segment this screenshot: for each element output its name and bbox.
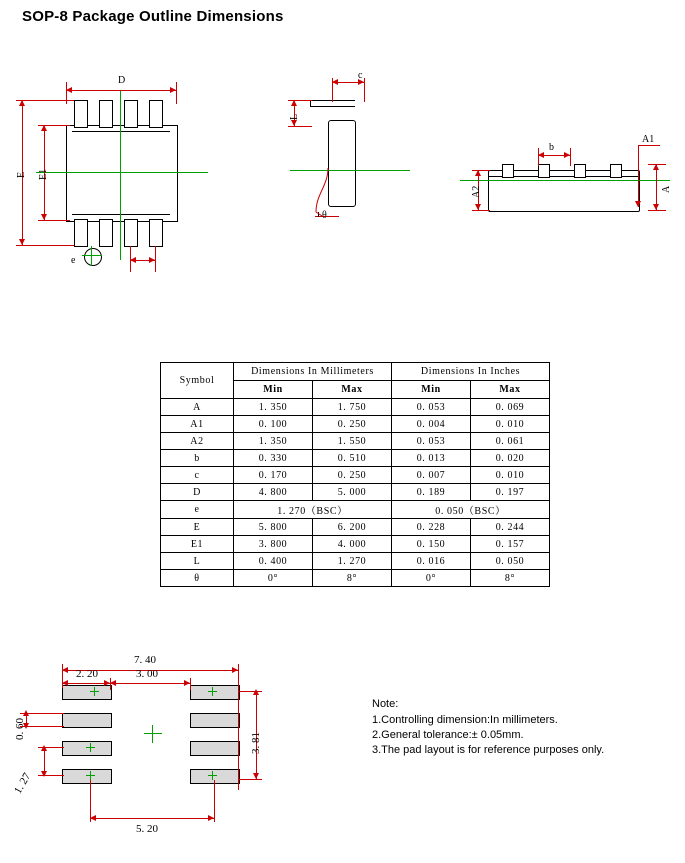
table-row	[161, 501, 550, 519]
dim-E1-label: E1	[38, 168, 49, 180]
table-cell-in-max: 0. 061	[471, 433, 550, 450]
pad-cross-l1-v	[94, 687, 95, 696]
note-item-3: 3.The pad layout is for reference purposes only.	[372, 744, 605, 756]
land-pad-right-1	[190, 685, 240, 700]
lead-top-4	[149, 100, 163, 128]
dim-520-ext-right	[214, 780, 215, 822]
table-header-mm-min: Min	[234, 381, 313, 399]
dim-c-ext-left	[332, 78, 333, 102]
dim-L-ext-top	[288, 100, 312, 101]
table-cell-in-max: 0. 010	[471, 416, 550, 433]
body-inner-line-bottom	[72, 214, 170, 215]
dim-A2-ext-bottom	[472, 210, 490, 211]
lead-bottom-3	[124, 219, 138, 247]
dim-381-arrow-up	[253, 689, 259, 695]
page-title: SOP-8 Package Outline Dimensions	[22, 8, 284, 25]
table-row	[161, 519, 550, 536]
table-cell-mm-max: 5. 000	[313, 484, 392, 501]
dimension-table	[160, 362, 550, 587]
table-cell-mm-max: 8°	[313, 570, 392, 587]
dim-127-label: 1. 27	[12, 770, 34, 796]
table-cell-in-min: 0. 189	[392, 484, 471, 501]
dim-520-ext-left	[90, 780, 91, 822]
dim-220-line	[62, 683, 110, 684]
table-cell-in-max: 0. 157	[471, 536, 550, 553]
side-view	[280, 60, 420, 260]
table-cell-in-max: 0. 069	[471, 399, 550, 416]
front-lead-3	[574, 164, 586, 178]
dim-L-ext-bottom	[288, 126, 312, 127]
dim-300-label: 3. 00	[136, 668, 158, 680]
table-cell-mm-max: 4. 000	[313, 536, 392, 553]
table-cell-symbol: A	[161, 399, 234, 416]
table-cell-mm-max: 1. 750	[313, 399, 392, 416]
table-header-in: Dimensions In Inches	[392, 363, 550, 381]
table-cell-mm-span: 1. 270（BSC）	[234, 501, 392, 519]
dim-060-ext-bottom	[20, 726, 64, 727]
pad-cross-r4-v	[212, 771, 213, 780]
dim-740-label: 7. 40	[134, 654, 156, 666]
table-cell-mm-max: 0. 510	[313, 450, 392, 467]
table-cell-mm-min: 4. 800	[234, 484, 313, 501]
lead-bottom-4	[149, 219, 163, 247]
body-inner-line-top	[72, 131, 170, 132]
dim-A1-arrow-down	[635, 201, 641, 207]
dim-A-ext-top	[648, 164, 666, 165]
table-cell-symbol: D	[161, 484, 234, 501]
table-header-symbol: Symbol	[161, 363, 234, 399]
dim-E-ext-top	[16, 100, 74, 101]
land-pad-left-4	[62, 769, 112, 784]
table-cell-mm-min: 0. 170	[234, 467, 313, 484]
dim-D-label: D	[118, 75, 126, 86]
footprint-center-cross-v	[152, 725, 153, 743]
dim-A1-leader	[638, 145, 660, 146]
dim-D-line	[66, 90, 176, 91]
notes-heading: Note:	[372, 698, 399, 710]
dim-300-line	[110, 683, 190, 684]
table-cell-in-max: 0. 050	[471, 553, 550, 570]
table-cell-mm-max: 1. 550	[313, 433, 392, 450]
table-cell-mm-max: 1. 270	[313, 553, 392, 570]
front-view	[460, 60, 680, 260]
dim-e-ext-left	[130, 246, 131, 272]
table-row	[161, 570, 550, 587]
table-cell-symbol: E	[161, 519, 234, 536]
dim-E1-ext-top	[38, 125, 70, 126]
table-header-in-max: Max	[471, 381, 550, 399]
table-row	[161, 536, 550, 553]
lead-bottom-1	[74, 219, 88, 247]
dim-381-ext-bottom	[238, 779, 262, 780]
table-cell-symbol: c	[161, 467, 234, 484]
dim-300-ext-right	[190, 678, 191, 690]
lead-top-1	[74, 100, 88, 128]
note-item-1: 1.Controlling dimension:In millimeters.	[372, 714, 558, 726]
dim-E1-ext-bottom	[38, 220, 70, 221]
front-lead-1	[502, 164, 514, 178]
lead-top-3	[124, 100, 138, 128]
land-pad-right-4	[190, 769, 240, 784]
land-pad-right-2	[190, 713, 240, 728]
dim-b-ext-right	[570, 148, 571, 166]
table-cell-mm-min: 5. 800	[234, 519, 313, 536]
table-header-mm-max: Max	[313, 381, 392, 399]
table-group-header-row	[161, 363, 550, 381]
dim-127-ext-top	[38, 747, 64, 748]
dim-E-ext-bottom	[16, 245, 74, 246]
side-gullwing-curve	[308, 168, 358, 223]
table-row	[161, 484, 550, 501]
dim-e-label: e	[71, 255, 76, 266]
dim-theta-label: θ	[322, 210, 327, 221]
table-row	[161, 467, 550, 484]
dim-127-ext-bottom	[38, 775, 64, 776]
table-cell-symbol: b	[161, 450, 234, 467]
table-cell-mm-min: 0. 400	[234, 553, 313, 570]
table-header-in-min: Min	[392, 381, 471, 399]
dim-A2-ext-top	[472, 170, 490, 171]
footprint-center-cross-h	[144, 733, 162, 734]
dim-300-ext-left	[110, 678, 111, 690]
table-row	[161, 553, 550, 570]
dim-127-arrow-up	[41, 745, 47, 751]
table-cell-mm-min: 1. 350	[234, 433, 313, 450]
table-row	[161, 433, 550, 450]
dim-D-ext-right	[176, 82, 177, 104]
dim-b-ext-left	[538, 148, 539, 166]
table-cell-mm-min: 0. 100	[234, 416, 313, 433]
table-cell-in-min: 0. 053	[392, 399, 471, 416]
dim-220-label: 2. 20	[76, 668, 98, 680]
table-cell-symbol: E1	[161, 536, 234, 553]
dim-c-label: c	[358, 70, 363, 81]
front-lead-2	[538, 164, 550, 178]
dim-A1-line	[638, 145, 639, 207]
dim-381-label: 3. 81	[250, 732, 262, 754]
table-cell-in-max: 8°	[471, 570, 550, 587]
dim-520-line	[90, 818, 214, 819]
table-row	[161, 450, 550, 467]
pin1-cross-h	[82, 255, 102, 256]
table-header-mm: Dimensions In Millimeters	[234, 363, 392, 381]
dim-A1-label: A1	[642, 134, 655, 145]
table-cell-mm-max: 0. 250	[313, 416, 392, 433]
table-cell-mm-min: 0°	[234, 570, 313, 587]
side-lead-top-left-edge	[310, 100, 311, 107]
table-cell-in-min: 0. 007	[392, 467, 471, 484]
table-cell-in-min: 0°	[392, 570, 471, 587]
table-cell-in-max: 0. 010	[471, 467, 550, 484]
dim-520-label: 5. 20	[136, 823, 158, 835]
pad-cross-r1-v	[212, 687, 213, 696]
dim-060-label: 0. 60	[14, 718, 26, 740]
dim-060-ext-top	[20, 713, 64, 714]
table-cell-in-max: 0. 197	[471, 484, 550, 501]
recommended-land-pattern	[0, 640, 360, 860]
pin1-cross-v	[91, 246, 92, 266]
dim-127-arrow-down	[41, 771, 47, 777]
dim-220-arrow-right	[104, 680, 110, 686]
notes-block	[372, 697, 604, 758]
side-lead-top-2	[310, 106, 355, 107]
dim-c-ext-right	[364, 78, 365, 102]
table-cell-in-min: 0. 228	[392, 519, 471, 536]
pad-cross-l4-v	[90, 771, 91, 780]
table-cell-symbol: A1	[161, 416, 234, 433]
dim-e-ext-right	[155, 246, 156, 272]
dim-A2-label: A2	[471, 185, 482, 198]
dim-220-arrow-left	[62, 680, 68, 686]
dim-740-ext-right	[238, 664, 239, 790]
centerline-horizontal	[36, 172, 208, 173]
table-cell-in-max: 0. 020	[471, 450, 550, 467]
land-pad-left-1	[62, 685, 112, 700]
table-cell-in-min: 0. 150	[392, 536, 471, 553]
table-cell-symbol: L	[161, 553, 234, 570]
dim-E-label: E	[16, 171, 27, 178]
centerline-vertical	[120, 90, 121, 260]
table-cell-mm-max: 0. 250	[313, 467, 392, 484]
dim-A-ext-bottom	[648, 210, 666, 211]
pin1-indicator-circle	[84, 248, 102, 266]
table-cell-symbol: θ	[161, 570, 234, 587]
table-cell-symbol: e	[161, 501, 234, 519]
table-cell-in-min: 0. 013	[392, 450, 471, 467]
land-pad-left-3	[62, 741, 112, 756]
note-item-2: 2.General tolerance:± 0.05mm.	[372, 729, 524, 741]
lead-top-2	[99, 100, 113, 128]
table-cell-mm-min: 0. 330	[234, 450, 313, 467]
pad-cross-l3-v	[90, 743, 91, 752]
lead-bottom-2	[99, 219, 113, 247]
table-cell-mm-min: 1. 350	[234, 399, 313, 416]
package-body-outline	[66, 125, 178, 222]
table-cell-mm-min: 3. 800	[234, 536, 313, 553]
table-cell-in-min: 0. 053	[392, 433, 471, 450]
table-row	[161, 399, 550, 416]
table-cell-in-min: 0. 004	[392, 416, 471, 433]
table-cell-symbol: A2	[161, 433, 234, 450]
dim-b-label: b	[549, 142, 554, 153]
table-cell-mm-max: 6. 200	[313, 519, 392, 536]
dim-L-label: L	[289, 113, 300, 120]
front-lead-4	[610, 164, 622, 178]
table-cell-in-span: 0. 050（BSC）	[392, 501, 550, 519]
land-pad-left-2	[62, 713, 112, 728]
dim-381-ext-top	[238, 691, 262, 692]
top-view	[0, 60, 220, 290]
table-cell-in-min: 0. 016	[392, 553, 471, 570]
table-row	[161, 416, 550, 433]
dim-A-label: A	[661, 185, 672, 193]
table-cell-in-max: 0. 244	[471, 519, 550, 536]
land-pad-right-3	[190, 741, 240, 756]
